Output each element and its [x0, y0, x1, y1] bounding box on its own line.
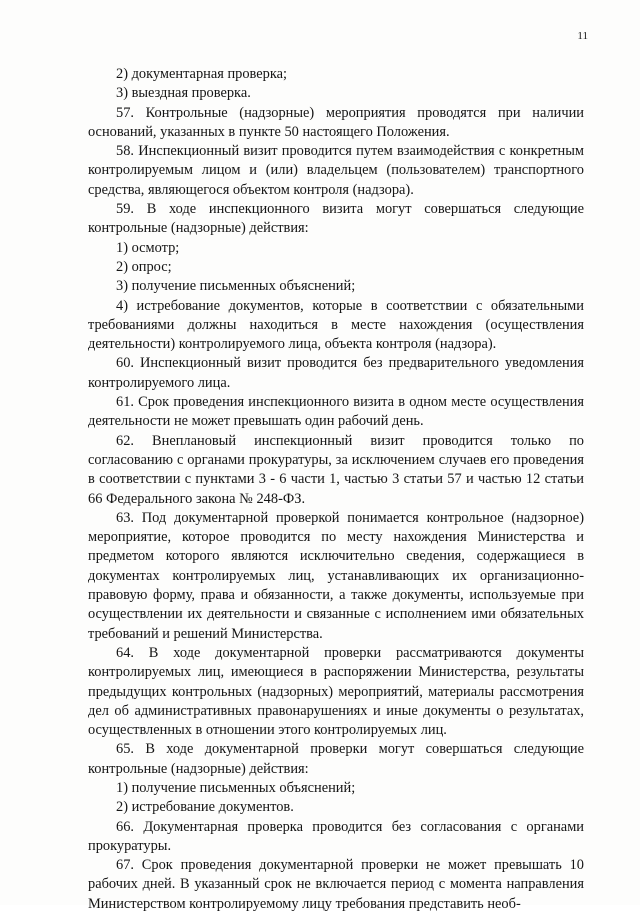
- page-number: 11: [577, 30, 588, 42]
- paragraph-62: 62. Внеплановый инспекционный визит проводится только по согласованию с органами прокуратуры, за исключением случаев его проведения в соответствии с пунктами 3 - 6 части 1, частью 3 статьи 57 и частью 12 статьи 66 Федерального закона № 248-ФЗ.: [88, 432, 584, 507]
- list-item: 1) осмотр;: [116, 239, 180, 256]
- document-body: [88, 65, 584, 914]
- paragraph-64: 64. В ходе документарной проверки рассматриваются документы контролируемых лиц, имеющиеся в распоряжении Министерства, результаты предыдущих контрольных (надзорных) мероприятий, материалы рассмотрения дел об административных правонарушениях и иные документы о результатах, осуществленных в отношении этого контролируемых лиц.: [88, 644, 584, 739]
- list-item: 2) истребование документов.: [116, 799, 294, 816]
- list-item: 1) получение письменных объяснений;: [116, 779, 356, 796]
- paragraph-57: 57. Контрольные (надзорные) мероприятия проводятся при наличии оснований, указанных в пункте 50 настоящего Положения.: [88, 104, 584, 140]
- list-item: 2) опрос;: [116, 258, 172, 275]
- list-item: 3) получение письменных объяснений;: [116, 278, 356, 295]
- paragraph-61: 61. Срок проведения инспекционного визита в одном месте осуществления деятельности не может превышать один рабочий день.: [88, 394, 584, 430]
- paragraph-63: 63. Под документарной проверкой понимается контрольное (надзорное) мероприятие, которое проводится по месту нахождения Министерства и предметом которого являются исключительно сведения, содержащиеся в документах контролируемых лиц, устанавливающих их организационно-правовую форму, права и обязанности, а также документы, используемые при осуществлении их деятельности и связанные с исполнением ими обязательных требований и решений Министерства.: [88, 509, 584, 642]
- list-item: 4) истребование документов, которые в соответствии с обязательными требованиями должны находиться в месте нахождения (осуществления деятельности) контролируемого лица, объекта контроля (надзора).: [88, 297, 584, 353]
- paragraph-66: 66. Документарная проверка проводится без согласования с органами прокуратуры.: [88, 818, 584, 854]
- list-item: 3) выездная проверка.: [116, 85, 251, 102]
- paragraph-65: 65. В ходе документарной проверки могут совершаться следующие контрольные (надзорные) действия:: [88, 741, 584, 777]
- list-item: 2) документарная проверка;: [116, 66, 287, 82]
- paragraph-58: 58. Инспекционный визит проводится путем взаимодействия с конкретным контролируемым лицом и (или) владельцем (пользователем) транспортного средства, являющегося объектом контроля (надзора).: [88, 143, 584, 198]
- paragraph-60: 60. Инспекционный визит проводится без предварительного уведомления контролируемого лица.: [88, 355, 584, 391]
- paragraph-67: 67. Срок проведения документарной проверки не может превышать 10 рабочих дней. В указанный срок не включается период с момента направления Министерством контролируемому лицу требования представить необ-: [88, 857, 584, 912]
- paragraph-59: 59. В ходе инспекционного визита могут совершаться следующие контрольные (надзорные) действия:: [88, 201, 584, 237]
